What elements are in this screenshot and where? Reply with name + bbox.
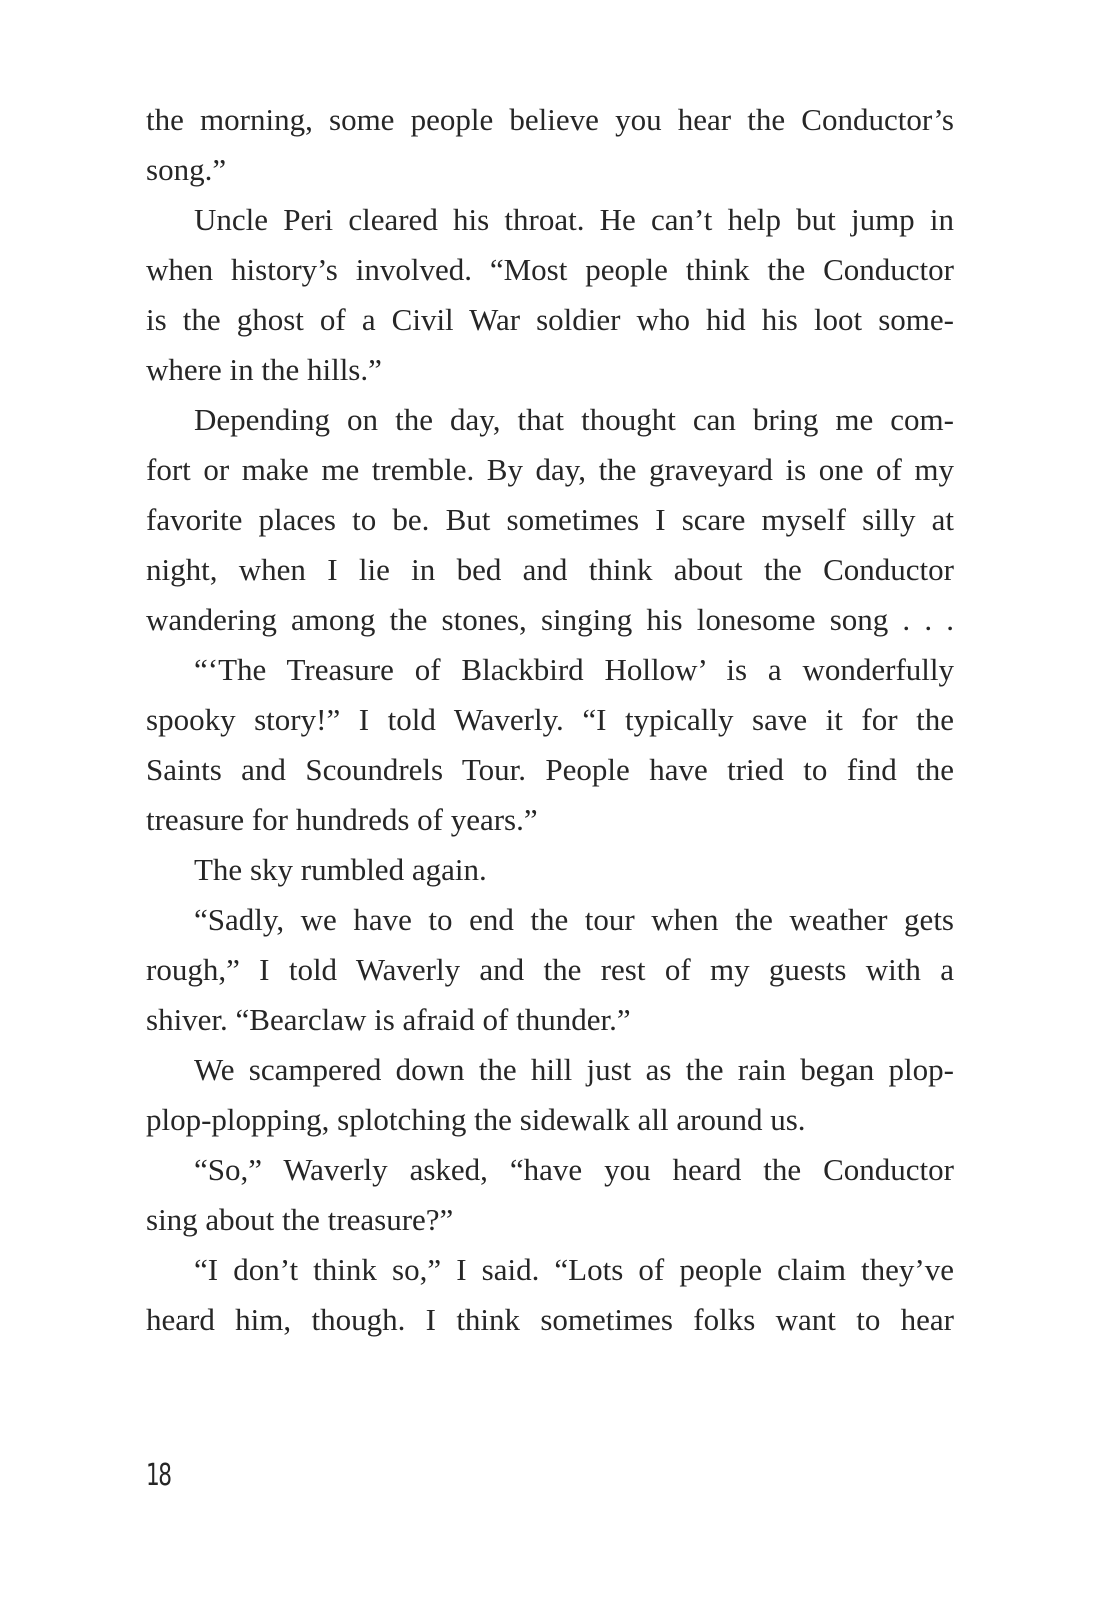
text-line: Uncle Peri cleared his throat. He can’t help but jump in — [194, 202, 954, 237]
text-line: heard him, though. I think sometimes folks want to hear — [146, 1302, 954, 1337]
text-line: shiver. “Bearclaw is afraid of thunder.” — [146, 1002, 631, 1037]
page-number: 18 — [146, 1458, 171, 1493]
body-text — [146, 95, 954, 1345]
text-line: plop-plopping, splotching the sidewalk all around us. — [146, 1102, 806, 1137]
text-line: The sky rumbled again. — [194, 852, 487, 887]
text-line: rough,” I told Waverly and the rest of my guests with a — [146, 952, 954, 987]
text-line: is the ghost of a Civil War soldier who hid his loot some- — [146, 302, 954, 337]
text-line: “So,” Waverly asked, “have you heard the Conductor — [194, 1152, 954, 1187]
text-line: We scampered down the hill just as the rain began plop- — [194, 1052, 954, 1087]
text-line: “‘The Treasure of Blackbird Hollow’ is a wonderfully — [194, 652, 954, 687]
text-line: sing about the treasure?” — [146, 1202, 454, 1237]
text-line: the morning, some people believe you hear the Conductor’s — [146, 102, 954, 137]
text-line: where in the hills.” — [146, 352, 382, 387]
text-line: fort or make me tremble. By day, the graveyard is one of my — [146, 452, 954, 487]
text-line: night, when I lie in bed and think about the Conductor — [146, 552, 954, 587]
text-line: wandering among the stones, singing his lonesome song . . . — [146, 602, 954, 637]
text-line: when history’s involved. “Most people think the Conductor — [146, 252, 954, 287]
text-line: Saints and Scoundrels Tour. People have tried to find the — [146, 752, 954, 787]
text-line: favorite places to be. But sometimes I scare myself silly at — [146, 502, 954, 537]
text-line: Depending on the day, that thought can bring me com- — [194, 402, 954, 437]
text-line: “I don’t think so,” I said. “Lots of people claim they’ve — [194, 1252, 954, 1287]
text-line: song.” — [146, 152, 227, 187]
text-line: “Sadly, we have to end the tour when the weather gets — [194, 902, 954, 937]
text-line: treasure for hundreds of years.” — [146, 802, 538, 837]
text-line: spooky story!” I told Waverly. “I typically save it for the — [146, 702, 954, 737]
